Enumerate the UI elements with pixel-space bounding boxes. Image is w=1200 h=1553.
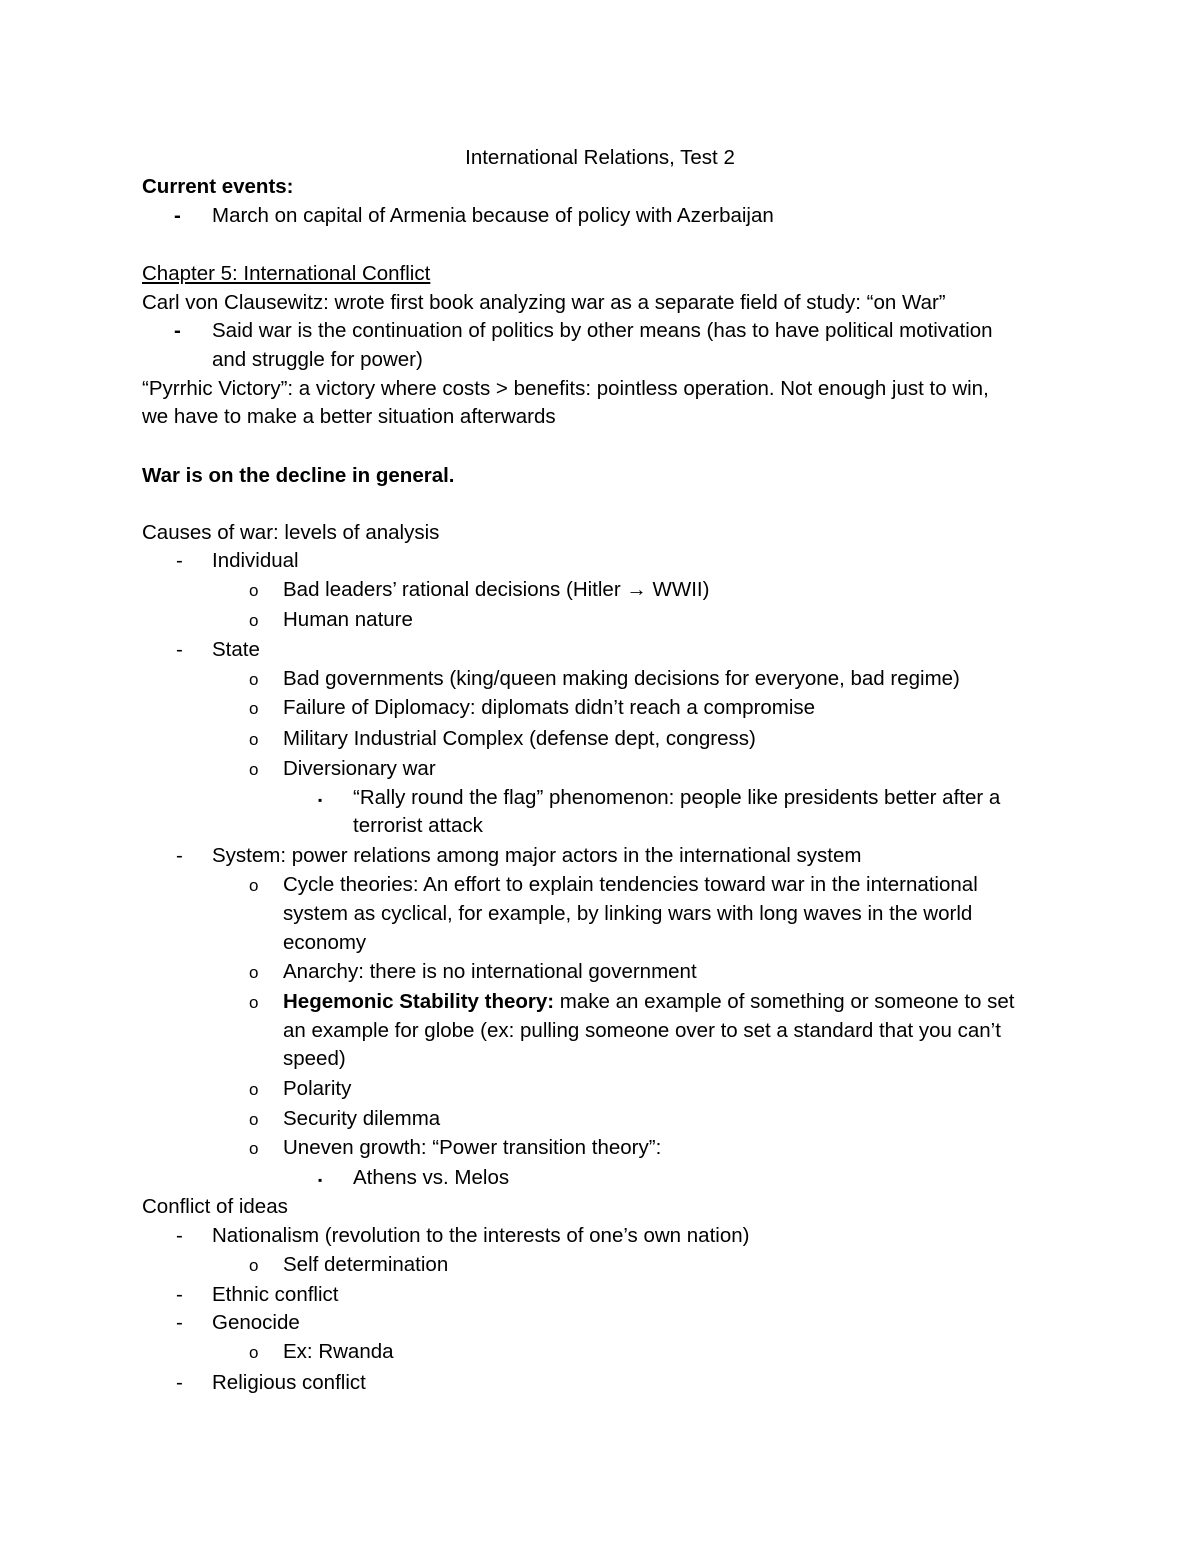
rally-line-2: terrorist attack — [353, 814, 483, 837]
rwanda-item: Ex: Rwanda — [283, 1340, 394, 1363]
circle-bullet: o — [249, 963, 259, 982]
ethnic-item: Ethnic conflict — [212, 1283, 339, 1306]
uneven-item: Uneven growth: “Power transition theory”: — [283, 1136, 662, 1159]
security-item: Security dilemma — [283, 1107, 441, 1130]
square-bullet: ▪ — [318, 1173, 323, 1187]
level-individual: Individual — [212, 549, 299, 572]
dash-bullet: - — [176, 844, 183, 867]
individual-item: Bad leaders’ rational decisions (Hitler → WWII) — [283, 578, 710, 601]
circle-bullet: o — [249, 993, 259, 1012]
circle-bullet: o — [249, 1139, 259, 1158]
circle-bullet: o — [249, 1256, 259, 1275]
hegemonic-term: Hegemonic Stability theory: — [283, 990, 555, 1013]
pyrrhic-line-2: we have to make a better situation afterwards — [142, 405, 556, 428]
level-system: System: power relations among major actors in the international system — [212, 844, 862, 867]
dash-bullet: - — [174, 319, 181, 342]
level-state: State — [212, 638, 260, 661]
dash-bullet: - — [176, 1371, 183, 1394]
dash-bullet: - — [176, 1311, 183, 1334]
dash-bullet: - — [176, 1224, 183, 1247]
dash-bullet: - — [174, 204, 181, 227]
cycle-line-3: economy — [283, 931, 367, 954]
state-item: Military Industrial Complex (defense dept, congress) — [283, 727, 756, 750]
anarchy-item: Anarchy: there is no international government — [283, 960, 697, 983]
circle-bullet: o — [249, 670, 259, 689]
individual-item: Human nature — [283, 608, 413, 631]
circle-bullet: o — [249, 699, 259, 718]
circle-bullet: o — [249, 1110, 259, 1129]
hegemonic-line-2: an example for globe (ex: pulling someone over to set a standard that you can’t — [283, 1019, 1001, 1042]
circle-bullet: o — [249, 1080, 259, 1099]
athens-item: Athens vs. Melos — [353, 1166, 510, 1189]
circle-bullet: o — [249, 611, 259, 630]
circle-bullet: o — [249, 876, 259, 895]
hegemonic-line-3: speed) — [283, 1047, 346, 1070]
dash-bullet: - — [176, 1283, 183, 1306]
state-item: Bad governments (king/queen making decisions for everyone, bad regime) — [283, 667, 960, 690]
pyrrhic-line-1: “Pyrrhic Victory”: a victory where costs > benefits: pointless operation. Not enough just to win, — [142, 377, 989, 400]
nationalism-item: Nationalism (revolution to the interests of one’s own nation) — [212, 1224, 750, 1247]
state-item: Diversionary war — [283, 757, 436, 780]
causes-heading: Causes of war: levels of analysis — [142, 521, 440, 544]
cycle-line-1: Cycle theories: An effort to explain tendencies toward war in the international — [283, 873, 978, 896]
hegemonic-line-1 — [283, 987, 1014, 1016]
self-determination-item: Self determination — [283, 1253, 449, 1276]
circle-bullet: o — [249, 760, 259, 779]
current-events-heading: Current events: — [142, 175, 294, 198]
square-bullet: ▪ — [318, 793, 323, 807]
state-item: Failure of Diplomacy: diplomats didn’t reach a compromise — [283, 696, 816, 719]
cycle-line-2: system as cyclical, for example, by linking wars with long waves in the world — [283, 902, 973, 925]
decline-statement: War is on the decline in general. — [142, 464, 455, 487]
current-event-item: March on capital of Armenia because of policy with Azerbaijan — [212, 204, 774, 227]
clausewitz-sub-line-1: Said war is the continuation of politics by other means (has to have political motivation — [212, 319, 993, 342]
chapter-heading: Chapter 5: International Conflict — [142, 262, 431, 285]
circle-bullet: o — [249, 581, 259, 600]
dash-bullet: - — [176, 638, 183, 661]
religious-item: Religious conflict — [212, 1371, 366, 1394]
circle-bullet: o — [249, 1343, 259, 1362]
rally-line-1: “Rally round the flag” phenomenon: people like presidents better after a — [353, 786, 1001, 809]
circle-bullet: o — [249, 730, 259, 749]
genocide-item: Genocide — [212, 1311, 300, 1334]
polarity-item: Polarity — [283, 1077, 352, 1100]
dash-bullet: - — [176, 549, 183, 572]
clausewitz-sub-line-2: and struggle for power) — [212, 348, 423, 371]
ideas-heading: Conflict of ideas — [142, 1195, 288, 1218]
document-title: International Relations, Test 2 — [465, 146, 735, 169]
clausewitz-line: Carl von Clausewitz: wrote first book analyzing war as a separate field of study: “on War” — [142, 291, 946, 314]
hegemonic-text: make an example of something or someone to set — [554, 990, 1015, 1013]
